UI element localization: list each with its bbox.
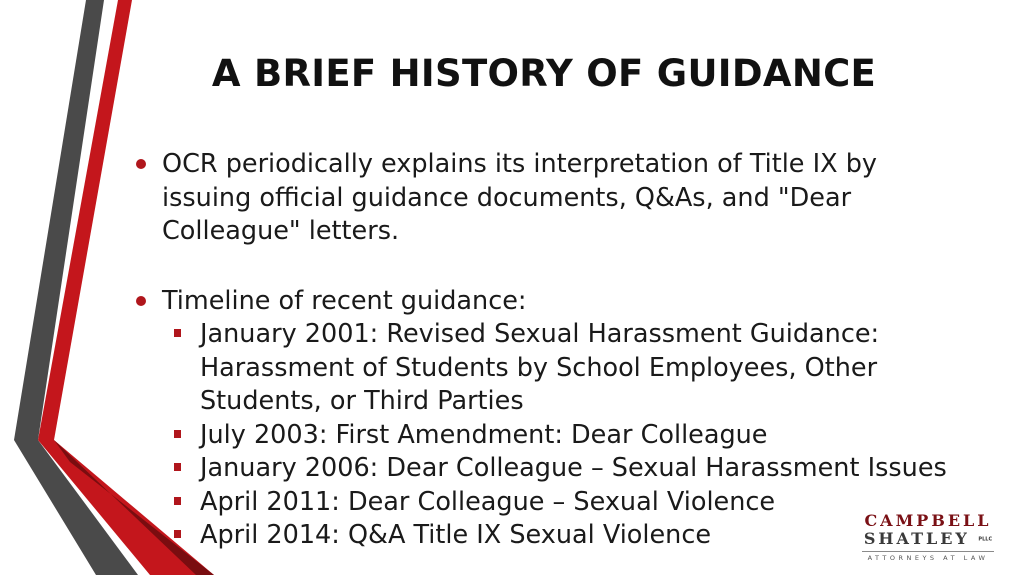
firm-logo	[858, 512, 998, 562]
bullet-dot-icon	[136, 296, 146, 306]
bullet-text: OCR periodically explains its interpretation of Title IX by issuing official guidance documents, Q&As, and "Dear Colleague" letters.	[162, 149, 877, 246]
sub-bullet-item	[134, 519, 974, 553]
square-bullet-icon	[174, 463, 181, 471]
sub-bullet-item	[134, 452, 974, 486]
sub-bullet-text: April 2011: Dear Colleague – Sexual Violence	[200, 486, 776, 517]
bullet-text: Timeline of recent guidance:	[162, 285, 527, 316]
bullet-item	[134, 285, 974, 319]
sub-bullet-text: July 2003: First Amendment: Dear Colleague	[200, 419, 768, 450]
sub-bullet-item	[134, 318, 974, 419]
logo-tagline: ATTORNEYS AT LAW	[867, 553, 989, 562]
logo-line-1: CAMPBELL	[864, 511, 992, 530]
slide-title: A BRIEF HISTORY OF GUIDANCE	[211, 52, 877, 95]
logo-pllc: PLLC	[978, 536, 993, 543]
logo-shatley: SHATLEY	[863, 529, 970, 548]
sub-bullet-text: January 2006: Dear Colleague – Sexual Harassment Issues	[200, 453, 947, 483]
logo-line-2	[858, 530, 998, 549]
logo-divider	[862, 551, 994, 552]
bullet-dot-icon	[136, 159, 146, 169]
square-bullet-icon	[174, 530, 181, 538]
sub-bullet-item	[134, 419, 974, 453]
slide-content	[134, 148, 974, 553]
sub-bullet-text: January 2001: Revised Sexual Harassment Guidance: Harassment of Students by School Employees, Other Students, or Third Parties	[200, 319, 880, 416]
bullet-item	[134, 148, 974, 249]
square-bullet-icon	[174, 430, 181, 438]
square-bullet-icon	[174, 497, 181, 505]
sub-bullet-item	[134, 486, 974, 520]
sub-bullet-text: April 2014: Q&A Title IX Sexual Violence	[200, 520, 712, 550]
square-bullet-icon	[174, 329, 181, 337]
